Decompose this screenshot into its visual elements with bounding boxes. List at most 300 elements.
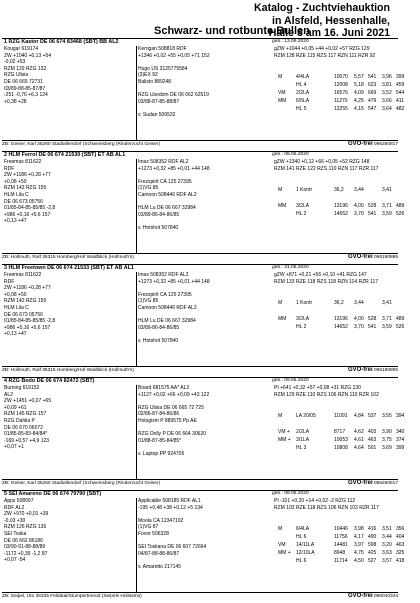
sire-dam-left: [4, 385, 137, 479]
performance-cell: 541: [368, 211, 377, 217]
entry-id: 096190895: [373, 255, 398, 260]
performance-cell: VM: [278, 90, 286, 96]
pedigree-line: Board 681575 AA* AL2: [138, 385, 190, 391]
performance-cell: 404: [396, 534, 405, 540]
pedigree-line: +0,13 +47: [4, 331, 27, 338]
pedigree-line: +1273 +0,32 +85 +0,01 +44 148: [138, 165, 210, 172]
gvo-label: GVO-frei: [347, 593, 373, 599]
pedigree-line: [138, 218, 272, 225]
performance-cell: 4,15: [354, 106, 364, 112]
birth-date: geb.: 13.06.2020: [272, 39, 309, 44]
performance-cell: MM: [278, 98, 287, 104]
title-line: Katalog - Zuchtviehauktion: [254, 2, 390, 14]
performance-cell: 4,84: [354, 413, 364, 419]
pedigree-line: v. Amaretto 217145: [138, 563, 181, 570]
performance-cell: 598: [368, 542, 377, 548]
pedigree-line: -0,03 +30: [4, 517, 26, 524]
pedigree-line: [138, 511, 272, 518]
pedigree-line: [138, 172, 272, 179]
performance-cell: 11270: [334, 98, 348, 104]
bull-entry: [2, 264, 405, 377]
performance-cell: 13196: [334, 316, 348, 322]
pedigree-line: [138, 59, 272, 66]
performance-cell: 3,44: [382, 534, 392, 540]
performance-cell: 4,50: [354, 558, 364, 564]
pedigree-line: 03/88-87-85-88/87: [138, 98, 180, 105]
performance-cell: VM: [278, 542, 286, 548]
birth-date: geb.: 09.05.2020: [272, 378, 309, 383]
performance-cell: HL 2: [296, 324, 307, 330]
performance-cell: 482: [396, 106, 405, 112]
performance-cell: 10808: [334, 445, 348, 451]
performance-cell: 10053: [334, 437, 348, 443]
pedigree-line: v. Hotshot 507840: [138, 224, 179, 231]
pedigree-line: +986 +0,16 +5,6 157: [4, 324, 51, 331]
pedigree-mid: [138, 46, 272, 140]
performance-cell: 489: [396, 316, 405, 322]
pedigree-line: 01/85-84-85-85/85 -2,8: [4, 318, 56, 325]
sire-dam-left: [4, 498, 137, 592]
pedigree-line: ZW +1186 +0,28 +77: [4, 172, 51, 179]
breeder-name: ZB: Hollmuth, Ralf 35315 Homberg/Hof Waldblick (Hollmuth's): [2, 255, 134, 260]
pedigree-line: 01/88-87-85-84/85*: [138, 437, 182, 444]
pedigree-line: Freemax 811622: [4, 159, 42, 165]
performance-cell: 2/2LA: [296, 429, 310, 435]
pedigree-line: [138, 86, 272, 93]
performance-cell: 13255: [334, 106, 348, 112]
performance-cell: 14481: [334, 542, 348, 548]
breeder-footer: [2, 140, 398, 148]
bull-name: 2 HLM Ferrol DE 06 674 21530 (SBT) ET AB AL1: [4, 152, 126, 158]
breeding-values: [272, 46, 405, 140]
performance-cell: 394: [396, 413, 405, 419]
performance-cell: 14/11LA: [296, 542, 315, 548]
pedigree-line: Frezspirit CA 125 27395: [138, 178, 192, 185]
pedigree-mid: [138, 159, 272, 253]
pedigree-line: 01/85-84-85-85/85 -2,8: [4, 205, 56, 212]
pedigree-line: (1)VG 85: [138, 185, 159, 192]
performance-cell: 463: [368, 437, 377, 443]
gvo-status: [348, 367, 398, 374]
performance-cell: 10070: [334, 74, 348, 80]
pedigree-line: Frezspirit CA 125 27395: [138, 291, 192, 298]
bull-entry: [2, 377, 405, 490]
performance-cell: 6/4LA: [296, 526, 310, 532]
sire-dam-left: [4, 159, 137, 253]
performance-cell: 403: [368, 429, 377, 435]
pedigree-line: RZG Dolly P DE 06 664 30620: [138, 431, 207, 438]
gvo-label: GVO-frei: [347, 480, 373, 486]
title-line: in Alsfeld, Hessenhalle,: [272, 14, 390, 27]
pedigree-line: 01/85-85-83-84/84*: [4, 431, 48, 438]
breeder-name: ZB: Hollmuth, Ralf 35315 Homberg/Hof Waldblick (Hollmuth's): [2, 368, 134, 373]
pedigree-line: ZW +1451 +0,07 +65: [4, 398, 52, 405]
breeder-name: ZB: Seipel, Uto 36325 Feldatal/Stumpertenrod (Seipels Holsteins): [2, 594, 142, 599]
pedigree-line: 03/89-86-84-86/85: [138, 211, 180, 218]
performance-cell: MM +: [278, 550, 291, 556]
performance-cell: 3/2LA: [296, 203, 310, 209]
breeder-footer: [2, 366, 398, 374]
pedigree-mid: [138, 498, 272, 592]
performance-cell: MM: [278, 203, 287, 209]
pedigree-mid: [138, 272, 272, 366]
performance-cell: 544: [396, 90, 405, 96]
performance-cell: MM +: [278, 437, 291, 443]
pedigree-line: Imax 508352 RDF AL2: [138, 272, 189, 278]
pedigree-line: +0,08 +50: [4, 291, 27, 298]
pedigree-line: [138, 312, 272, 319]
performance-cell: 479: [368, 98, 377, 104]
performance-cell: M: [278, 300, 283, 306]
pedigree-line: [138, 199, 272, 206]
pedigree-line: ZW +1040 +0,13 +54: [4, 52, 52, 59]
performance-cell: 3/2LA: [296, 316, 310, 322]
performance-cell: M: [278, 526, 283, 532]
pedigree-line: RZM 145 RZG 157: [4, 411, 47, 418]
gvo-label: GVO-frei: [347, 141, 373, 147]
pedigree-line: RZM 126 RZG 136: [4, 524, 47, 531]
performance-cell: 3,52: [382, 90, 392, 96]
pedigree-line: DE 06 662 86186: [4, 537, 43, 544]
performance-cell: 4,62: [354, 429, 364, 435]
performance-cell: 3,66: [382, 98, 392, 104]
pedigree-line: Applicable 508185 RDF AL1: [138, 498, 201, 504]
pedigree-line: 03/90-91-88-88/89: [4, 544, 46, 551]
performance-cell: 340: [396, 429, 405, 435]
pedigree-line: -195 +0,48 +38 +0,12 +5 134: [138, 504, 203, 511]
pedigree-line: RDF AL2: [4, 504, 25, 511]
breeder-name: ZB: Geiser, Karl 35260 Stadtallendorf (Schweinsberg (Rinderzucht Geiser): [2, 481, 161, 486]
bull-name: 3 HLM Freetown DE 06 674 21533 (SBT) ET AB AL1: [4, 265, 134, 271]
entry-id: 096260817: [373, 142, 398, 147]
pedigree-line: 04/87-88-88-86/87: [138, 550, 180, 557]
pedigree-line: +1273 +0,32 +85 +0,01 +44 148: [138, 278, 210, 285]
pedigree-line: 03/89-88-85-87/87: [4, 85, 46, 92]
pedigree-line: RZM 142 RZG 155: [4, 298, 47, 305]
pedigree-line: [138, 557, 272, 564]
pedigree-line: [138, 538, 272, 545]
breeding-values: [272, 498, 405, 592]
performance-cell: 325: [396, 550, 405, 556]
pedigree-line: Burning 619152: [4, 385, 40, 391]
performance-cell: 10446: [334, 526, 348, 532]
pedigree-line: AL2: [4, 391, 13, 398]
performance-cell: 623: [368, 82, 377, 88]
title-line: Halle 3 am 16. Juni 2021: [268, 27, 390, 39]
pedigree-line: +0,08 +50: [4, 178, 27, 185]
performance-cell: 4,00: [354, 203, 364, 209]
pedigree-line: Camoon 508446 RDF AL2: [138, 304, 197, 311]
pedigree-line: 02/86-87-84-86/86: [138, 411, 180, 418]
pedigree-line: HLM Lila C: [4, 304, 29, 311]
pedigree-line: Balisto 889248: [138, 78, 172, 85]
gvo-status: [348, 141, 398, 148]
pedigree-line: Hologism P 889575 Pp AE: [138, 417, 197, 424]
breeding-value-line: PI +641 +0,32 +57 +0,08 +31 RZG 130: [274, 385, 361, 391]
pedigree-line: Freemax 811622: [4, 272, 42, 278]
bull-entry: [2, 490, 405, 603]
performance-cell: 3,59: [382, 324, 392, 330]
performance-cell: 8948: [334, 550, 346, 556]
performance-cell: HL 2: [296, 211, 307, 217]
pedigree-line: (1)VG 85: [138, 298, 159, 305]
pedigree-line: +0,07 +1: [4, 444, 24, 451]
performance-cell: 489: [396, 203, 405, 209]
pedigree-line: Moola CA 12347102: [138, 517, 184, 524]
performance-cell: 541: [368, 324, 377, 330]
performance-cell: 4/4LA: [296, 74, 310, 80]
pedigree-line: -1172 +0,39 -1,2 87: [4, 550, 48, 557]
performance-cell: 537: [368, 413, 377, 419]
pedigree-line: +0,38 +28: [4, 98, 27, 105]
performance-cell: 3,81: [382, 82, 392, 88]
breeding-values: [272, 272, 405, 366]
pedigree-line: RZG Ulisia DE 06 665 72 725: [138, 404, 204, 411]
pedigree-line: v. Sudan 506532: [138, 111, 176, 118]
pedigree-line: Kerrigan 508818 RDF: [138, 46, 187, 52]
pedigree-line: [138, 331, 272, 338]
gvo-status: [348, 593, 398, 600]
pedigree-line: +986 +0,16 +5,6 157: [4, 211, 51, 218]
performance-cell: 528: [368, 203, 377, 209]
performance-cell: 3,69: [382, 445, 392, 451]
performance-cell: M: [278, 74, 283, 80]
breeder-footer: [2, 253, 398, 261]
performance-cell: 3,20: [382, 542, 392, 548]
performance-cell: 36,2: [334, 300, 344, 306]
performance-cell: 490: [368, 534, 377, 540]
performance-cell: 36,2: [334, 187, 344, 193]
pedigree-line: (1)VG 87: [138, 524, 159, 531]
pedigree-line: RZG Dahlia P: [4, 417, 35, 424]
performance-cell: 528: [368, 316, 377, 322]
performance-cell: 411: [396, 98, 404, 104]
performance-cell: 12008: [334, 82, 348, 88]
performance-cell: 669: [368, 90, 377, 96]
performance-cell: HL 6: [296, 534, 307, 540]
bull-name: 1 RZG Kastor DE 06 674 83468 (SBT) BB AL2: [4, 39, 119, 45]
performance-cell: 3,90: [382, 429, 392, 435]
performance-cell: 2/2LA: [296, 90, 310, 96]
performance-cell: 3,75: [382, 437, 392, 443]
performance-cell: 459: [396, 82, 405, 88]
birth-date: geb.: 31.05.2020: [272, 265, 309, 270]
performance-cell: 5,57: [354, 74, 364, 80]
pedigree-line: RZM 129 RZG 132: [4, 65, 47, 72]
pedigree-line: ZW +970 +0,01 +39: [4, 511, 49, 518]
performance-cell: M: [278, 413, 283, 419]
performance-cell: 399: [396, 445, 405, 451]
performance-cell: HL 5: [296, 106, 307, 112]
pedigree-line: [138, 105, 272, 112]
pedigree-line: [138, 444, 272, 451]
breeder-footer: [2, 479, 398, 487]
performance-cell: 3,51: [382, 526, 392, 532]
performance-cell: 16576: [334, 90, 348, 96]
pedigree-line: RZM 142 RZG 155: [4, 185, 47, 192]
pedigree-line: DE 06 673 05756: [4, 198, 43, 205]
breeding-values: [272, 385, 405, 479]
pedigree-line: [138, 425, 272, 432]
performance-cell: 3,59: [382, 211, 392, 217]
performance-cell: 526: [396, 211, 405, 217]
performance-cell: 356: [396, 526, 405, 532]
pedigree-line: v. Hotshot 507840: [138, 337, 179, 344]
pedigree-line: DE 06 670 06072: [4, 424, 43, 431]
performance-cell: 14652: [334, 324, 348, 330]
performance-cell: 6/5LA: [296, 98, 310, 104]
pedigree-line: +0,13 +47: [4, 218, 27, 225]
pedigree-line: SEI Toskana DE 06 607 72664: [138, 544, 207, 551]
performance-cell: 3/1LA: [296, 437, 310, 443]
performance-cell: 3,70: [354, 211, 364, 217]
performance-cell: 374: [396, 437, 405, 443]
bull-name: 5 SEI Amareno DE 06 674 79790 (SBT): [4, 491, 102, 497]
performance-cell: HL 4: [296, 82, 307, 88]
performance-cell: 5,18: [354, 82, 364, 88]
performance-cell: M: [278, 187, 283, 193]
performance-cell: 547: [368, 106, 377, 112]
breeding-value-line: RZM 128 RZE 115 RZS 117 RZN 111 RZR 92: [274, 52, 376, 59]
performance-cell: 527: [368, 558, 377, 564]
performance-cell: 463: [396, 542, 405, 548]
pedigree-line: +0,09 +61: [4, 404, 27, 411]
breeding-value-line: gZW +871 +0,21 +56 +0,10 +41 RZG 147: [274, 272, 367, 278]
pedigree-line: -169 +0,57 +4,9 123: [4, 437, 50, 444]
breeding-value-line: RZM 103 RZE 118 RZS 106 RZN 103 RZR 117: [274, 504, 379, 511]
performance-cell: 12/10LA: [296, 550, 315, 556]
birth-date: geb.: 08.05.2020: [272, 491, 309, 496]
performance-cell: 3,57: [382, 558, 392, 564]
performance-cell: 3,96: [382, 74, 392, 80]
performance-cell: 4,75: [354, 550, 364, 556]
pedigree-line: (3)EX 92: [138, 72, 158, 79]
performance-cell: 3,41: [382, 300, 392, 306]
performance-cell: 418: [396, 558, 405, 564]
pedigree-line: +0,07 -54: [4, 557, 26, 564]
pedigree-line: RDF: [4, 278, 15, 285]
performance-cell: 425: [368, 550, 377, 556]
pedigree-line: Camoon 508446 RDF AL2: [138, 191, 197, 198]
gvo-status: [348, 480, 398, 487]
sire-dam-left: [4, 272, 137, 366]
performance-cell: 3,55: [382, 413, 392, 419]
performance-cell: 3,98: [354, 526, 364, 532]
gvo-label: GVO-frei: [347, 254, 373, 260]
performance-cell: 4,61: [354, 437, 364, 443]
pedigree-line: Hugo US 3125775584: [138, 65, 188, 72]
performance-cell: 8717: [334, 429, 346, 435]
performance-cell: LA 20/05: [296, 413, 316, 419]
pedigree-mid: [138, 385, 272, 479]
performance-cell: 13196: [334, 203, 348, 209]
performance-cell: 1 Kontr: [296, 300, 313, 306]
performance-cell: 4,17: [354, 534, 364, 540]
bull-entry: [2, 151, 405, 264]
performance-cell: 4,09: [354, 90, 364, 96]
breeding-value-line: PI -101 +0,20 +14 +0,02 -2 RZG 112: [274, 498, 356, 504]
pedigree-line: SEI Toska: [4, 530, 27, 537]
performance-cell: 501: [368, 445, 377, 451]
pedigree-line: Fovor 506328: [138, 530, 169, 537]
bull-entry: [2, 38, 405, 151]
breeding-values: [272, 159, 405, 253]
pedigree-line: HLM Lu DE 06 667 32984: [138, 205, 196, 212]
performance-cell: HL 6: [296, 558, 307, 564]
performance-cell: 4,00: [354, 316, 364, 322]
performance-cell: 3,97: [354, 542, 364, 548]
performance-cell: 3,64: [382, 106, 392, 112]
performance-cell: 541: [368, 74, 377, 80]
gvo-label: GVO-frei: [347, 367, 373, 373]
pedigree-line: RZG Ulisia: [4, 72, 29, 79]
performance-cell: 3,71: [382, 203, 392, 209]
pedigree-line: -251 -0,76 +6,3 124: [4, 92, 48, 99]
pedigree-line: HLM Lu DE 06 667 32984: [138, 318, 196, 325]
pedigree-line: Kougar 619174: [4, 46, 39, 52]
pedigree-line: RDF: [4, 165, 15, 172]
entry-id: 096190895: [373, 368, 398, 373]
breeding-value-line: RZM 141 RZE 122 RZS 110 RZN 117 RZR 117: [274, 165, 379, 172]
performance-cell: 3,63: [382, 550, 392, 556]
pedigree-line: -0,02 +53: [4, 59, 26, 66]
gvo-status: [348, 254, 398, 261]
pedigree-line: ZW +1186 +0,28 +77: [4, 285, 51, 292]
pedigree-line: Apps 508997: [4, 498, 34, 504]
performance-cell: 399: [396, 74, 405, 80]
breeding-value-line: gZW +1044 +0,05 +44 +0,02 +57 RZG 129: [274, 46, 370, 52]
performance-cell: 3,44: [354, 300, 364, 306]
performance-cell: 3,70: [354, 324, 364, 330]
pedigree-line: DE 06 673 05756: [4, 311, 43, 318]
performance-cell: 526: [396, 324, 405, 330]
performance-cell: 14652: [334, 211, 348, 217]
pedigree-line: [138, 285, 272, 292]
breeder-name: ZB: Geiser, Karl 35260 Stadtallendorf (Schweinsberg (Rinderzucht Geiser): [2, 142, 161, 147]
pedigree-line: [138, 398, 272, 405]
pedigree-line: RZG Usedom DE 06 662 62519: [138, 92, 209, 99]
performance-cell: 11714: [334, 558, 348, 564]
performance-cell: 11756: [334, 534, 348, 540]
performance-cell: 4,25: [354, 98, 364, 104]
performance-cell: MM: [278, 316, 287, 322]
sire-dam-left: [4, 46, 137, 140]
section-subtitle: Schwarz- und rotbunte Bullen: [154, 25, 310, 37]
performance-cell: 4,64: [354, 445, 364, 451]
performance-cell: 11091: [334, 413, 348, 419]
entry-id: 096260817: [373, 481, 398, 486]
performance-cell: 3,44: [354, 187, 364, 193]
pedigree-line: 03/89-86-84-86/85: [138, 324, 180, 331]
pedigree-line: HLM Lila C: [4, 191, 29, 198]
performance-cell: 416: [368, 526, 377, 532]
breeding-value-line: RZM 129 RZE 110 RZS 106 RZN 110 RZR 102: [274, 391, 379, 398]
birth-date: geb.: 08.06.2020: [272, 152, 309, 157]
pedigree-line: +1127 +0,02 +66 +0,09 +43 122: [138, 391, 210, 398]
breeding-value-line: RZM 133 RZE 118 RZS 118 RZN 114 RZR 117: [274, 278, 379, 285]
bull-name: 4 RZG Bodo DE 06 674 82472 (SBT): [4, 378, 95, 384]
performance-cell: 1 Kontr: [296, 187, 313, 193]
pedigree-line: +1346 +0,02 +55 +0,05 +71 152: [138, 52, 210, 59]
entry-id: 096040344: [373, 594, 398, 599]
performance-cell: 3,41: [382, 187, 392, 193]
breeding-value-line: gZW +1340 +0,12 +66 +0,05 +52 RZG 148: [274, 159, 370, 165]
pedigree-line: Imax 508352 RDF AL2: [138, 159, 189, 165]
pedigree-line: DE 06 665 72731: [4, 78, 43, 85]
pedigree-line: v. Laptop PP 924705: [138, 450, 185, 457]
performance-cell: VM +: [278, 429, 290, 435]
performance-cell: HL 3: [296, 445, 307, 451]
